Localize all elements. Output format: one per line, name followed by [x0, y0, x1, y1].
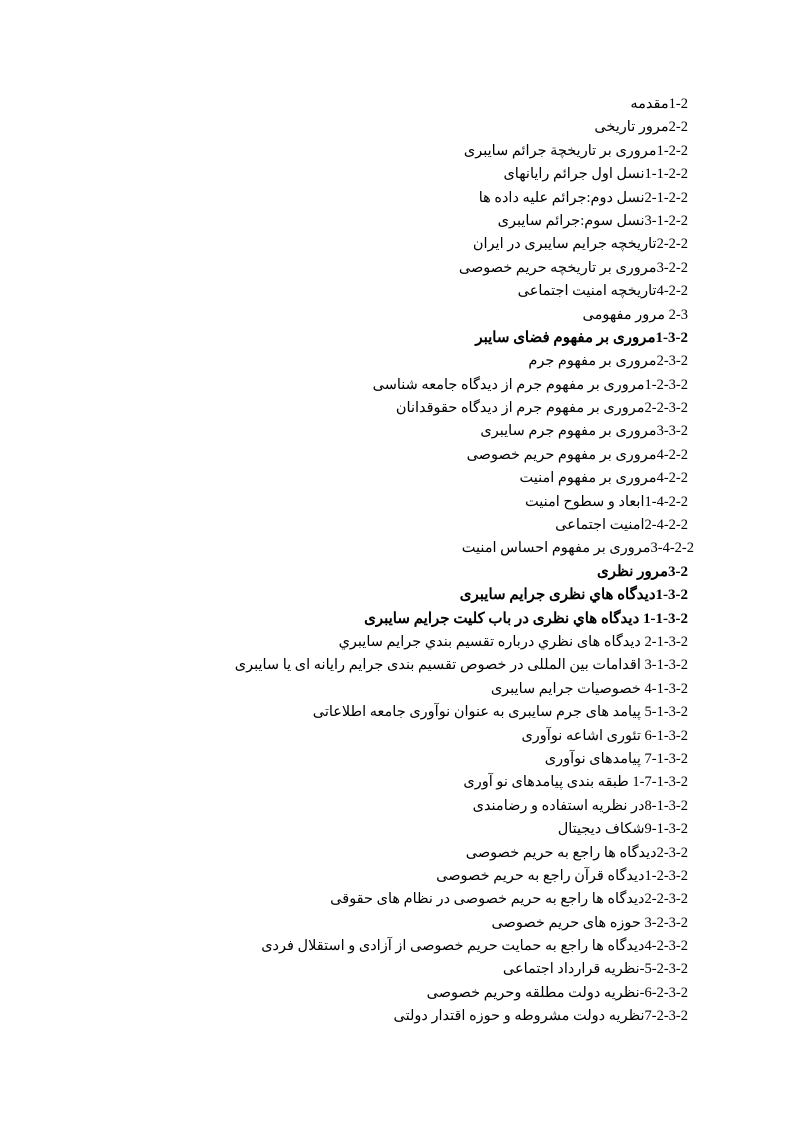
toc-entry: 1-2-3-2مروری بر مفهوم جرم از دیدگاه جامعه شناسی [372, 376, 688, 393]
toc-entry: 1-1-2-2نسل اول جرائم رایانهای [503, 166, 688, 183]
toc-entry: 2-4-2-2امنیت اجتماعی [555, 517, 688, 534]
toc-entry: 2-3-2دیدگاه ها راجع به حریم خصوصی [465, 844, 688, 861]
toc-entry: 7-2-3-2نظریه دولت مشروطه و حوزه اقتدار دولتی [393, 1008, 688, 1025]
toc-entry: 3-1-3-2 اقدامات بین المللی در خصوص تقسیم بندی جرایم رایانه ای یا سایبری [234, 657, 688, 674]
toc-entry: 5-1-3-2 پیامد های جرم سایبری به عنوان نوآوری جامعه اطلاعاتی [312, 704, 688, 721]
toc-entry: 1-7-1-3-2 طبقه بندی پیامدهای نو آوری [463, 774, 688, 791]
toc-entry: 2-2-2تاریخچه جرایم سایبری در ایران [472, 236, 688, 253]
toc-entry: 4-2-2مروری بر مفهوم حریم خصوصی [466, 446, 688, 463]
toc-entry: 7-1-3-2 پیامدهای نوآوری [544, 750, 688, 767]
toc-entry: 8-1-3-2در نظریه استفاده و رضامندی [472, 797, 688, 814]
toc-entry: 1-3-2دیدگاه هاي نظری جرایم سایبری [459, 587, 688, 604]
toc-entry: 1-2مقدمه [630, 96, 688, 112]
toc-entry: 6-1-3-2 تئوری اشاعه نوآوری [521, 727, 688, 744]
toc-entry: 3-1-2-2نسل سوم:جرائم سایبری [497, 212, 688, 229]
toc-entry: 3-2-2مروری بر تاریخچه حریم خصوصی [458, 259, 688, 276]
toc-entry: 3-4-2-2مروری بر مفهوم احساس امنیت [461, 540, 694, 557]
toc-entry: 4-2-2مروری بر مفهوم امنیت [519, 470, 688, 487]
toc-entry: 5-2-3-2-نظریه قرارداد اجتماعی [502, 961, 688, 978]
toc-entry: 4-2-2تاریخچه امنیت اجتماعی [517, 283, 688, 300]
toc-entry: 6-2-3-2-نظریه دولت مطلقه وحریم خصوصی [426, 984, 688, 1001]
toc-entry: 2-2-3-2مروری بر مفهوم جرم از دیدگاه حقوقدانان [395, 400, 688, 417]
toc-entry: 2-2-3-2دیدگاه ها راجع به حریم خصوصی در نظام های حقوقی [330, 891, 688, 908]
table-of-contents [0, 93, 694, 1029]
toc-entry: 4-1-3-2 خصوصیات جرایم سایبری [490, 680, 688, 697]
toc-entry: 2-1-3-2 دیدگاه های نظري درباره تقسیم بندي جرایم سایبري [338, 633, 688, 650]
toc-entry: 3-2-3-2 حوزه های حریم خصوصی [491, 914, 688, 931]
toc-entry: 2-2مرور تاریخی [594, 119, 688, 136]
toc-entry: 4-2-3-2دیدگاه ها راجع به حمایت حریم خصوصی از آزادی و استقلال فردی [261, 938, 688, 955]
toc-entry: 3-2مرور نظری [596, 563, 688, 580]
toc-entry: 9-1-3-2شکاف دیجیتال [557, 821, 688, 838]
toc-entry: 1-3-2مروری بر مفهوم فضای سایبر [475, 329, 688, 346]
toc-entry: 1-4-2-2ابعاد و سطوح امنیت [525, 493, 688, 510]
toc-entry: 2-3-2مروری بر مفهوم جرم [528, 353, 688, 370]
toc-entry: 1-2-2مروری بر تاریخچة جرائم سایبری [463, 142, 688, 159]
toc-entry: 2-3 مرور مفهومی [582, 306, 688, 323]
toc-entry: 1-2-3-2دیدگاه قرآن راجع به حریم خصوصی [436, 867, 688, 884]
toc-entry: 2-1-2-2نسل دوم:جرائم علیه داده ها [478, 189, 688, 206]
toc-entry: 1-1-3-2 دیدگاه هاي نظری در باب کلیت جرایم سایبری [364, 610, 688, 627]
toc-entry: 3-3-2مروری بر مفهوم جرم سایبری [480, 423, 688, 440]
